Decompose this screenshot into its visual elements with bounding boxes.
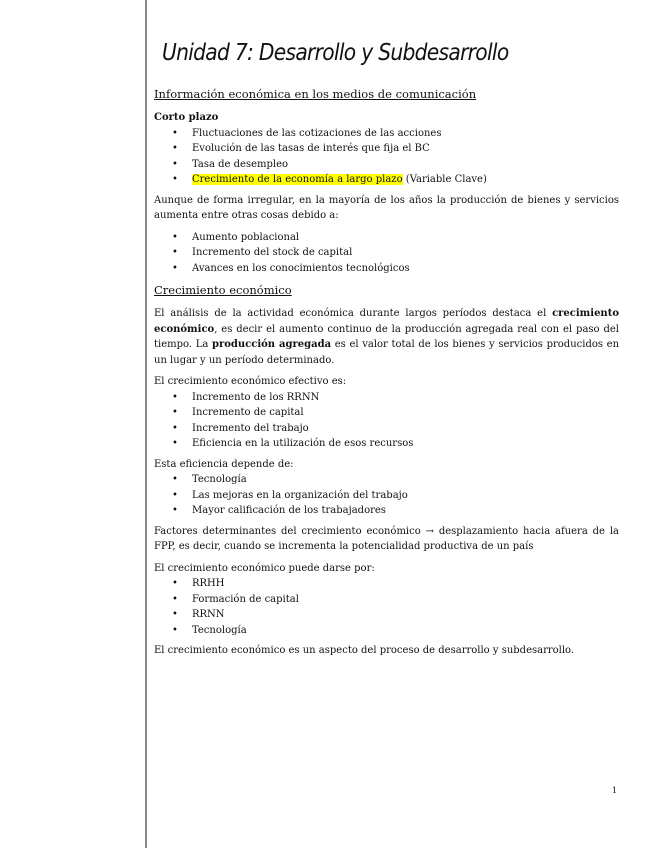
growth-definition-paragraph: El análisis de la actividad económica durante largos períodos destaca el crecimiento económico, es decir el aumento continuo de la producción agregada real con el paso del tiempo. La producción agregada es el valor total de los bienes y servicios producidos en un lugar y un período determinado. — [154, 308, 620, 366]
growth-causes-list — [154, 230, 619, 277]
list-item: • Tecnología — [154, 623, 619, 639]
list-item: • RRNN — [154, 607, 619, 623]
highlighted-text: Crecimiento de la economía a largo plazo — [192, 174, 403, 185]
section-heading-media: Información económica en los medios de comunicación — [154, 87, 477, 101]
left-margin — [0, 0, 145, 848]
document-title: Unidad 7: Desarrollo y Subdesarrollo — [162, 40, 509, 66]
list-item: • Aumento poblacional — [154, 230, 619, 246]
variable-clave-note: (Variable Clave) — [402, 174, 487, 185]
list-item: • Evolución de las tasas de interés que fija el BC — [154, 141, 619, 157]
list-item: • RRHH — [154, 576, 619, 592]
list-item: • Las mejoras en la organización del trabajo — [154, 488, 619, 504]
list-item: • Incremento de los RRNN — [154, 390, 619, 406]
list-item: • Incremento del trabajo — [154, 421, 619, 437]
document-page — [154, 38, 619, 665]
short-term-list — [154, 126, 619, 188]
list-item: • Tecnología — [154, 472, 619, 488]
page-number: 1 — [612, 786, 618, 795]
list-item: • Incremento de capital — [154, 405, 619, 421]
list-item: • Eficiencia en la utilización de esos recursos — [154, 436, 619, 452]
list-item-highlighted — [154, 172, 619, 188]
term-produccion-agregada: producción agregada — [211, 339, 332, 350]
growth-sources-list — [154, 576, 619, 638]
list-item: • Avances en los conocimientos tecnológicos — [154, 261, 619, 277]
efficiency-label: Esta eficiencia depende de: — [154, 458, 294, 470]
section-heading-growth: Crecimiento económico — [154, 283, 292, 297]
list-item: • Incremento del stock de capital — [154, 245, 619, 261]
factors-paragraph: Factores determinantes del crecimiento económico → desplazamiento hacia afuera de la FPP, es decir, cuando se incrementa la potencialidad productiva de un país — [154, 525, 619, 552]
growth-sources-label: El crecimiento económico puede darse por: — [154, 562, 375, 574]
growth-causes-paragraph: Aunque de forma irregular, en la mayoría de los años la producción de bienes y servicios aumenta entre otras cosas debido a: — [154, 194, 619, 221]
term-crecimiento-economico: crecimiento económico — [154, 308, 619, 335]
efficiency-list — [154, 472, 619, 519]
closing-paragraph: El crecimiento económico es un aspecto del proceso de desarrollo y subdesarrollo. — [154, 645, 575, 656]
short-term-label: Corto plazo — [154, 112, 219, 123]
page-border — [145, 0, 147, 848]
list-item: • Formación de capital — [154, 592, 619, 608]
effective-growth-label: El crecimiento económico efectivo es: — [154, 376, 347, 387]
list-item: • Fluctuaciones de las cotizaciones de las acciones — [154, 126, 619, 142]
effective-growth-list — [154, 390, 619, 452]
list-item: • Mayor calificación de los trabajadores — [154, 503, 619, 519]
list-item: • Tasa de desempleo — [154, 157, 619, 173]
